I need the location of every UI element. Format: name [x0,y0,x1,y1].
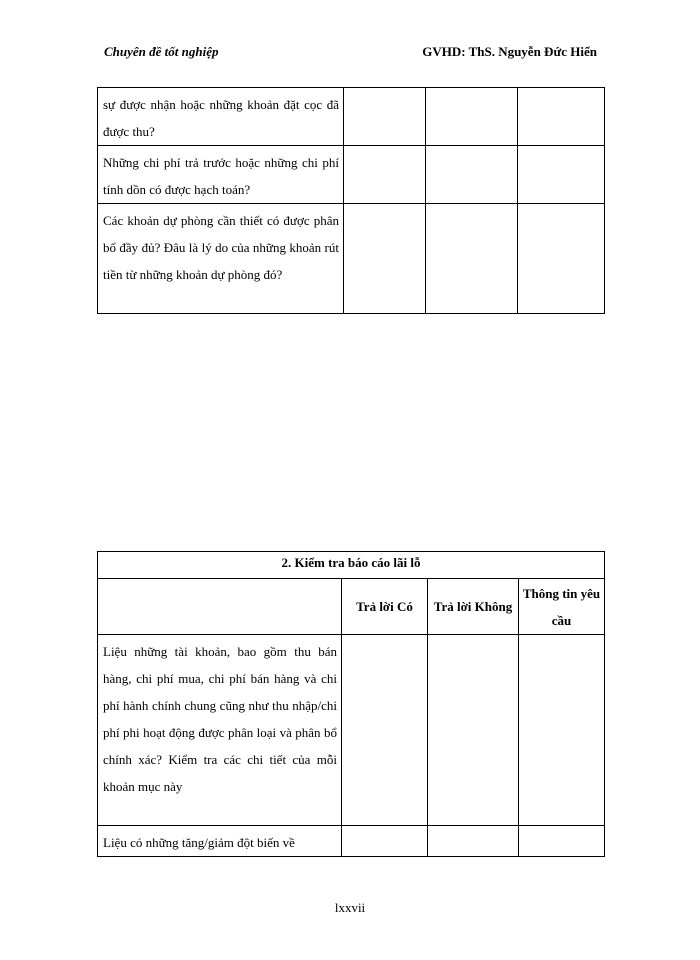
question-cell: Liệu có những tăng/giảm đột biến về [98,826,342,857]
checklist-table-continued [97,87,605,314]
table-row [98,635,605,826]
table-row [98,826,605,857]
answer-no-cell [428,826,519,857]
header-supervisor: GVHD: ThS. Nguyễn Đức Hiển [422,44,597,59]
table-row [98,146,605,204]
table-header-row [98,579,605,635]
answer-no-cell [428,635,519,826]
answer-yes-cell [342,826,428,857]
income-statement-check-table [97,551,605,857]
info-required-cell [519,635,605,826]
header-info-required: Thông tin yêu cầu [519,579,605,635]
question-cell: sự được nhận hoặc những khoản đặt cọc đã được thu? [98,88,344,146]
table-row [98,204,605,314]
table-title: 2. Kiểm tra báo cáo lãi lỗ [98,552,605,579]
header-blank-cell [98,579,342,635]
question-cell: Những chi phí trả trước hoặc những chi phí tính dồn có được hạch toán? [98,146,344,204]
header-answer-no: Trả lời Không [428,579,519,635]
info-required-cell [518,204,605,314]
page-number: lxxvii [334,900,366,915]
answer-yes-cell [344,204,426,314]
answer-no-cell [426,146,518,204]
question-cell: Liệu những tài khoản, bao gồm thu bán hàng, chi phí mua, chi phí bán hàng và chi phí hành chính chung cũng như thu nhập/chi phí phi hoạt động được phân loại và phân bổ chính xác? Kiểm tra các chi tiết của mỗi khoản mục này [98,635,342,826]
info-required-cell [518,146,605,204]
info-required-cell [519,826,605,857]
answer-no-cell [426,204,518,314]
answer-yes-cell [342,635,428,826]
header-title: Chuyên đề tốt nghiệp [104,44,219,59]
question-cell: Các khoản dự phòng cần thiết có được phân bổ đầy đủ? Đâu là lý do của những khoản rút tiền từ những khoản dự phòng đó? [98,204,344,314]
header-answer-yes: Trả lời Có [342,579,428,635]
answer-no-cell [426,88,518,146]
table-title-row [98,552,605,579]
answer-yes-cell [344,146,426,204]
info-required-cell [518,88,605,146]
table-row [98,88,605,146]
answer-yes-cell [344,88,426,146]
